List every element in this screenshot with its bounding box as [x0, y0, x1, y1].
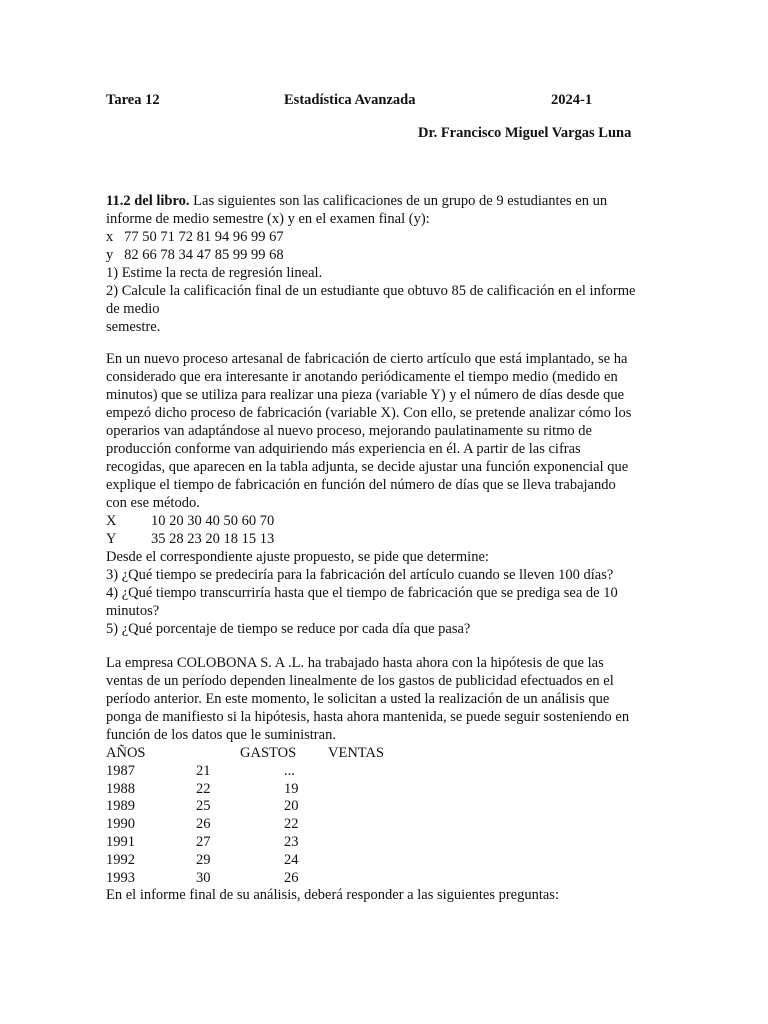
table-cell-ventas: 22: [284, 816, 299, 833]
table-cell-year: 1993: [106, 869, 135, 886]
problem-3-line: función de los datos que le suministran.: [106, 727, 336, 743]
problem-1-question-1: 1) Estime la recta de regresión lineal.: [106, 265, 323, 281]
table-cell-gastos: 26: [196, 816, 211, 833]
table-row: [106, 833, 666, 851]
problem-1-y-data: y 82 66 78 34 47 85 99 99 68: [106, 247, 284, 263]
header-term: 2024-1: [551, 92, 593, 108]
table-cell-ventas: 19: [284, 780, 299, 797]
problem-2-question-5: 5) ¿Qué porcentaje de tiempo se reduce por cada día que pasa?: [106, 621, 471, 637]
problem-1-line: [106, 192, 666, 210]
table-cell-gastos: 27: [196, 833, 211, 850]
table-header-years: AÑOS: [106, 745, 146, 761]
table-row: [106, 869, 666, 887]
problem-1-question-2: 2) Calcule la calificación final de un estudiante que obtuvo 85 de calificación en el informe: [106, 283, 636, 299]
problem-1-line: semestre.: [106, 319, 161, 335]
problem-2-line: considerado que era interesante ir anotando periódicamente el tiempo medio (medido en: [106, 369, 618, 385]
problem-2-y-row: [106, 530, 666, 548]
problem-1-intro-text: Las siguientes son las calificaciones de un grupo de 9 estudiantes en un: [189, 193, 608, 209]
table-cell-year: 1991: [106, 833, 135, 850]
problem-2-x-row: [106, 512, 666, 530]
problem-2-x-label: X: [106, 513, 117, 529]
header-assignment: Tarea 12: [106, 92, 160, 108]
problem-2-line: operarios van adaptándose al nuevo proceso, mejorando paulatinamente su ritmo de: [106, 423, 592, 439]
problem-3: [106, 654, 666, 904]
table-cell-year: 1992: [106, 851, 135, 868]
problem-1-line: informe de medio semestre (x) y en el examen final (y):: [106, 211, 430, 227]
problem-2-y-label: Y: [106, 531, 117, 547]
problem-2-y-values: 35 28 23 20 18 15 13: [151, 531, 275, 547]
table-header-gastos: GASTOS: [240, 745, 297, 761]
table-cell-year: 1989: [106, 798, 135, 815]
problem-3-line: La empresa COLOBONA S. A .L. ha trabajado hasta ahora con la hipótesis de que las: [106, 655, 604, 671]
table-cell-ventas: 23: [284, 833, 299, 850]
problem-2-question-4: 4) ¿Qué tiempo transcurriría hasta que el tiempo de fabricación que se prediga sea de 10: [106, 585, 618, 601]
problem-3-closing: En el informe final de su análisis, deberá responder a las siguientes preguntas:: [106, 887, 559, 904]
table-header-row: [106, 744, 666, 762]
table-cell-year: 1990: [106, 816, 135, 833]
problem-2-question-3: 3) ¿Qué tiempo se predeciría para la fabricación del artículo cuando se lleven 100 días?: [106, 567, 614, 583]
problem-1-line: de medio: [106, 301, 160, 317]
table-cell-gastos: 30: [196, 869, 211, 886]
table-cell-gastos: 25: [196, 798, 211, 815]
header-author: Dr. Francisco Miguel Vargas Luna: [418, 125, 632, 141]
table-cell-ventas: ...: [284, 762, 295, 779]
problem-3-line: período anterior. En este momento, le solicitan a usted la realización de un análisis que: [106, 691, 610, 707]
table-cell-ventas: 26: [284, 869, 299, 886]
problem-2-line: empezó dicho proceso de fabricación (variable X). Con ello, se pretende analizar cómo los: [106, 405, 632, 421]
table-cell-year: 1987: [106, 762, 135, 779]
table-cell-gastos: 29: [196, 851, 211, 868]
problem-2-line: producción conforme van adquiriendo más experiencia en él. A partir de las cifras: [106, 441, 581, 457]
table-row: [106, 815, 666, 833]
problem-2-line: con ese método.: [106, 495, 200, 511]
problem-2-line: minutos) que se utiliza para realizar una pieza (variable Y) y el número de días desde que: [106, 387, 625, 403]
problem-1: [106, 192, 666, 336]
problem-2-line: minutos?: [106, 603, 160, 619]
header-course: Estadística Avanzada: [284, 92, 416, 108]
table-row: [106, 780, 666, 798]
table-cell-ventas: 24: [284, 851, 299, 868]
table-row: [106, 797, 666, 815]
problem-2-x-values: 10 20 30 40 50 60 70: [151, 513, 275, 529]
problem-3-line: ventas de un período dependen linealmente de los gastos de publicidad efectuados en el: [106, 673, 614, 689]
table-row: [106, 762, 666, 780]
table-row: [106, 851, 666, 869]
table-cell-year: 1988: [106, 780, 135, 797]
table-cell-gastos: 22: [196, 780, 211, 797]
table-cell-ventas: 20: [284, 798, 299, 815]
problem-1-bold-intro: 11.2 del libro.: [106, 193, 190, 209]
problem-1-x-data: x 77 50 71 72 81 94 96 99 67: [106, 229, 284, 245]
table-header-ventas: VENTAS: [328, 745, 385, 761]
problem-2-line: En un nuevo proceso artesanal de fabricación de cierto artículo que está implantado, se ha: [106, 351, 628, 367]
problem-2: [106, 350, 666, 638]
problem-2-line: explique el tiempo de fabricación en función del número de días que se lleva trabajando: [106, 477, 616, 493]
table-cell-gastos: 21: [196, 762, 211, 779]
problem-2-line: recogidas, que aparecen en la tabla adjunta, se decide ajustar una función exponencial que: [106, 459, 629, 475]
problem-2-prompt: Desde el correspondiente ajuste propuesto, se pide que determine:: [106, 549, 489, 565]
problem-3-line: ponga de manifiesto si la hipótesis, hasta ahora mantenida, se puede seguir sosteniendo en: [106, 709, 630, 725]
